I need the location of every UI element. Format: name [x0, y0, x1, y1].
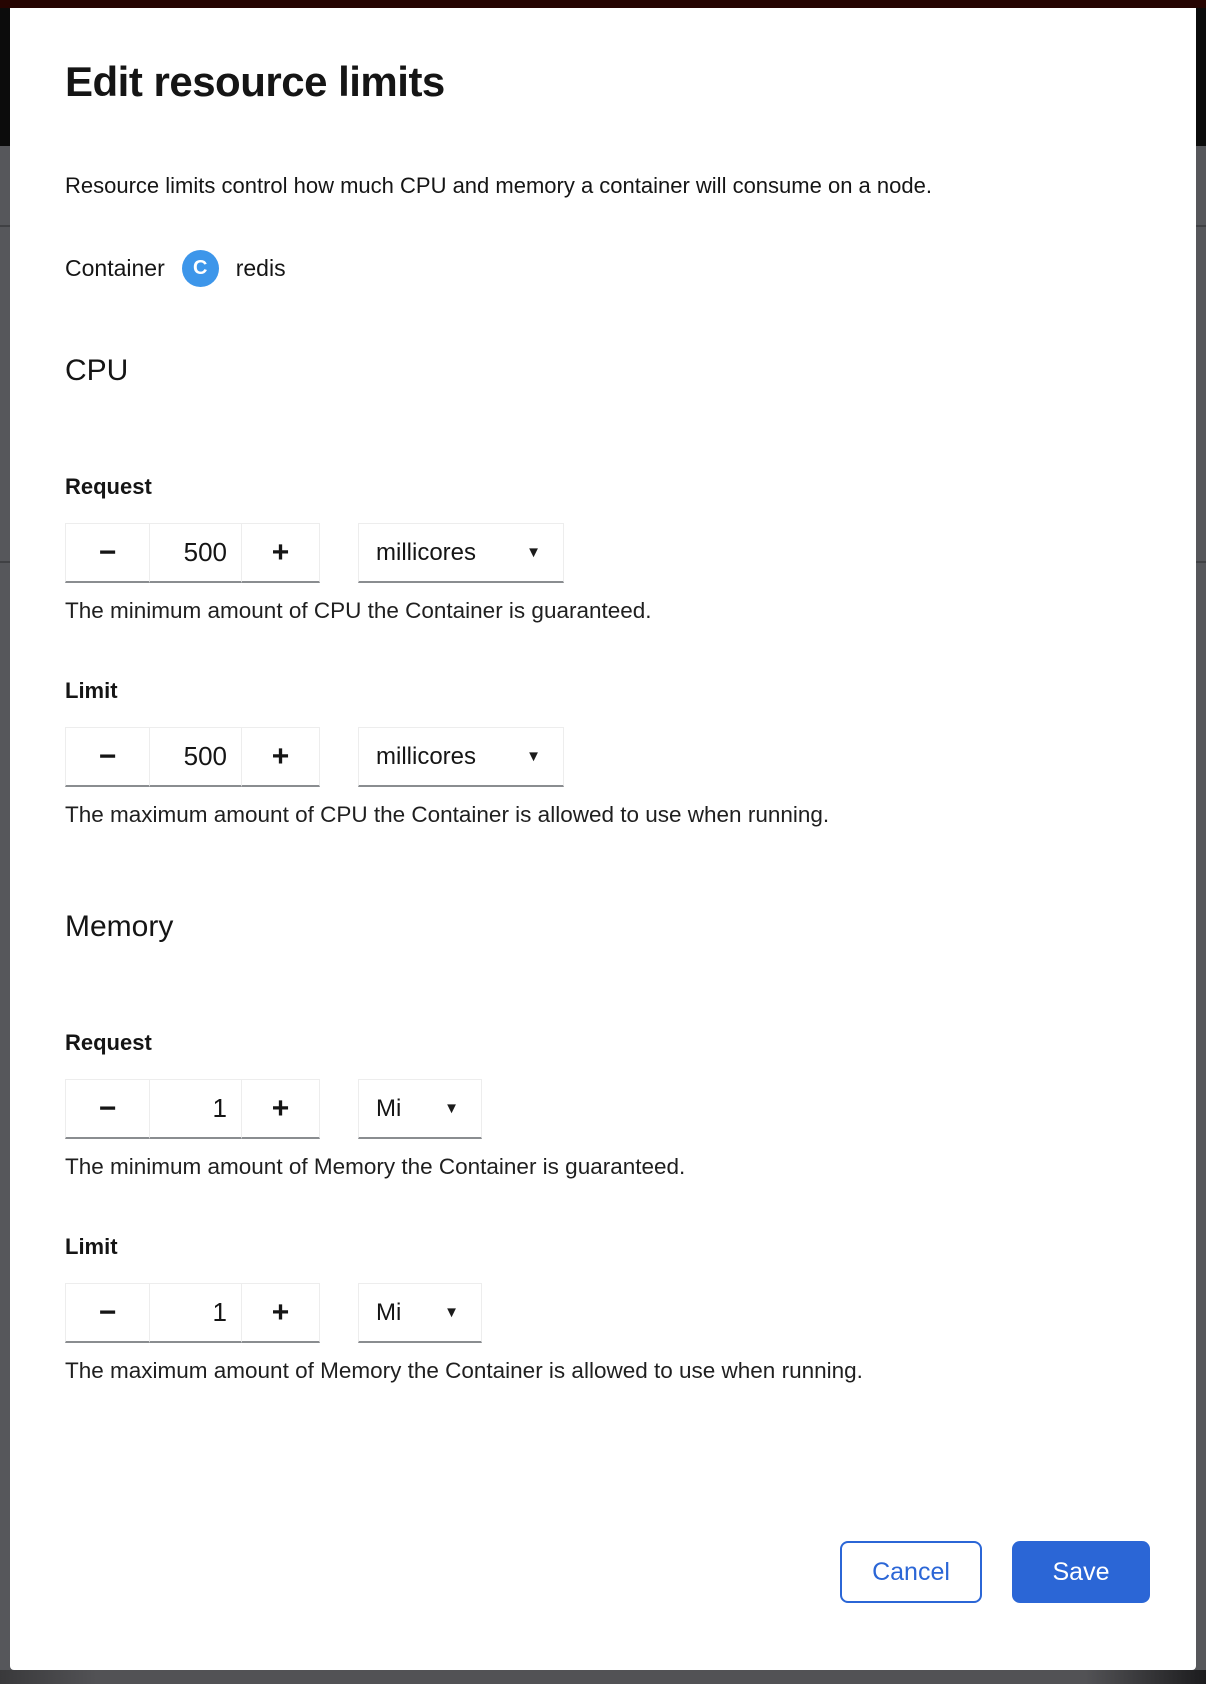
background-left-edge — [0, 8, 10, 1684]
memory-request-spinner — [65, 1079, 320, 1139]
caret-down-icon: ▼ — [526, 544, 541, 561]
cpu-request-help-text: The minimum amount of CPU the Container is guaranteed. — [65, 598, 652, 623]
cpu-request-spinner — [65, 523, 320, 583]
edit-resource-limits-modal — [10, 8, 1196, 1670]
cpu-limit-help-text: The maximum amount of CPU the Container is allowed to use when running. — [65, 802, 830, 827]
memory-limit-spinner — [65, 1283, 320, 1343]
background-bottom-edge — [0, 1670, 1206, 1684]
memory-limit-value-input[interactable] — [149, 1283, 242, 1343]
plus-icon: + — [271, 1091, 290, 1125]
minus-icon: − — [98, 1295, 117, 1329]
memory-limit-label: Limit — [65, 1234, 118, 1259]
memory-request-value-input[interactable] — [149, 1079, 242, 1139]
background-top-edge — [0, 0, 1206, 8]
container-label: Container — [65, 255, 165, 281]
memory-request-help-text: The minimum amount of Memory the Container is guaranteed. — [65, 1154, 686, 1179]
memory-request-unit-value: Mi — [376, 1094, 402, 1122]
background-left-masthead — [0, 8, 10, 146]
memory-request-decrement-button[interactable] — [65, 1079, 150, 1139]
memory-limit-control-row — [65, 1283, 1150, 1343]
cpu-limit-control-row — [65, 727, 1150, 787]
modal-description: Resource limits control how much CPU and memory a container will consume on a node. — [65, 173, 932, 198]
memory-limit-unit-value: Mi — [376, 1298, 402, 1326]
modal-title: Edit resource limits — [65, 58, 445, 105]
cpu-limit-increment-button[interactable] — [241, 727, 320, 787]
memory-request-unit-select[interactable] — [358, 1079, 482, 1139]
minus-icon: − — [98, 535, 117, 569]
memory-request-label: Request — [65, 1030, 152, 1055]
cpu-request-value-input[interactable] — [149, 523, 242, 583]
save-button[interactable]: Save — [1012, 1541, 1150, 1603]
plus-icon: + — [271, 1295, 290, 1329]
section-heading-memory: Memory — [65, 910, 174, 943]
cpu-limit-decrement-button[interactable] — [65, 727, 150, 787]
container-name: redis — [235, 255, 286, 281]
cpu-limit-unit-select[interactable] — [358, 727, 564, 787]
memory-limit-unit-select[interactable] — [358, 1283, 482, 1343]
cpu-request-increment-button[interactable] — [241, 523, 320, 583]
minus-icon: − — [98, 739, 117, 773]
cpu-limit-unit-value: millicores — [376, 742, 477, 770]
cpu-request-unit-value: millicores — [376, 538, 477, 566]
background-right-masthead — [1196, 8, 1206, 146]
background-right-edge — [1196, 8, 1206, 1684]
cpu-request-control-row — [65, 523, 1150, 583]
minus-icon: − — [98, 1091, 117, 1125]
cpu-limit-label: Limit — [65, 678, 118, 703]
container-resource-icon — [182, 250, 219, 287]
cpu-limit-spinner — [65, 727, 320, 787]
plus-icon: + — [271, 739, 290, 773]
memory-limit-decrement-button[interactable] — [65, 1283, 150, 1343]
container-row — [65, 250, 1150, 287]
memory-limit-help-text: The maximum amount of Memory the Container is allowed to use when running. — [65, 1358, 863, 1383]
caret-down-icon: ▼ — [444, 1100, 459, 1117]
cpu-request-label: Request — [65, 474, 152, 499]
cpu-limit-value-input[interactable] — [149, 727, 242, 787]
cpu-request-decrement-button[interactable] — [65, 523, 150, 583]
caret-down-icon: ▼ — [444, 1304, 459, 1321]
plus-icon: + — [271, 535, 290, 569]
cancel-button[interactable]: Cancel — [840, 1541, 982, 1603]
cpu-request-unit-select[interactable] — [358, 523, 564, 583]
memory-limit-increment-button[interactable] — [241, 1283, 320, 1343]
memory-request-control-row — [65, 1079, 1150, 1139]
caret-down-icon: ▼ — [526, 748, 541, 765]
container-badge-letter: C — [193, 257, 208, 279]
section-heading-cpu: CPU — [65, 354, 129, 387]
modal-footer — [65, 1541, 1150, 1603]
memory-request-increment-button[interactable] — [241, 1079, 320, 1139]
